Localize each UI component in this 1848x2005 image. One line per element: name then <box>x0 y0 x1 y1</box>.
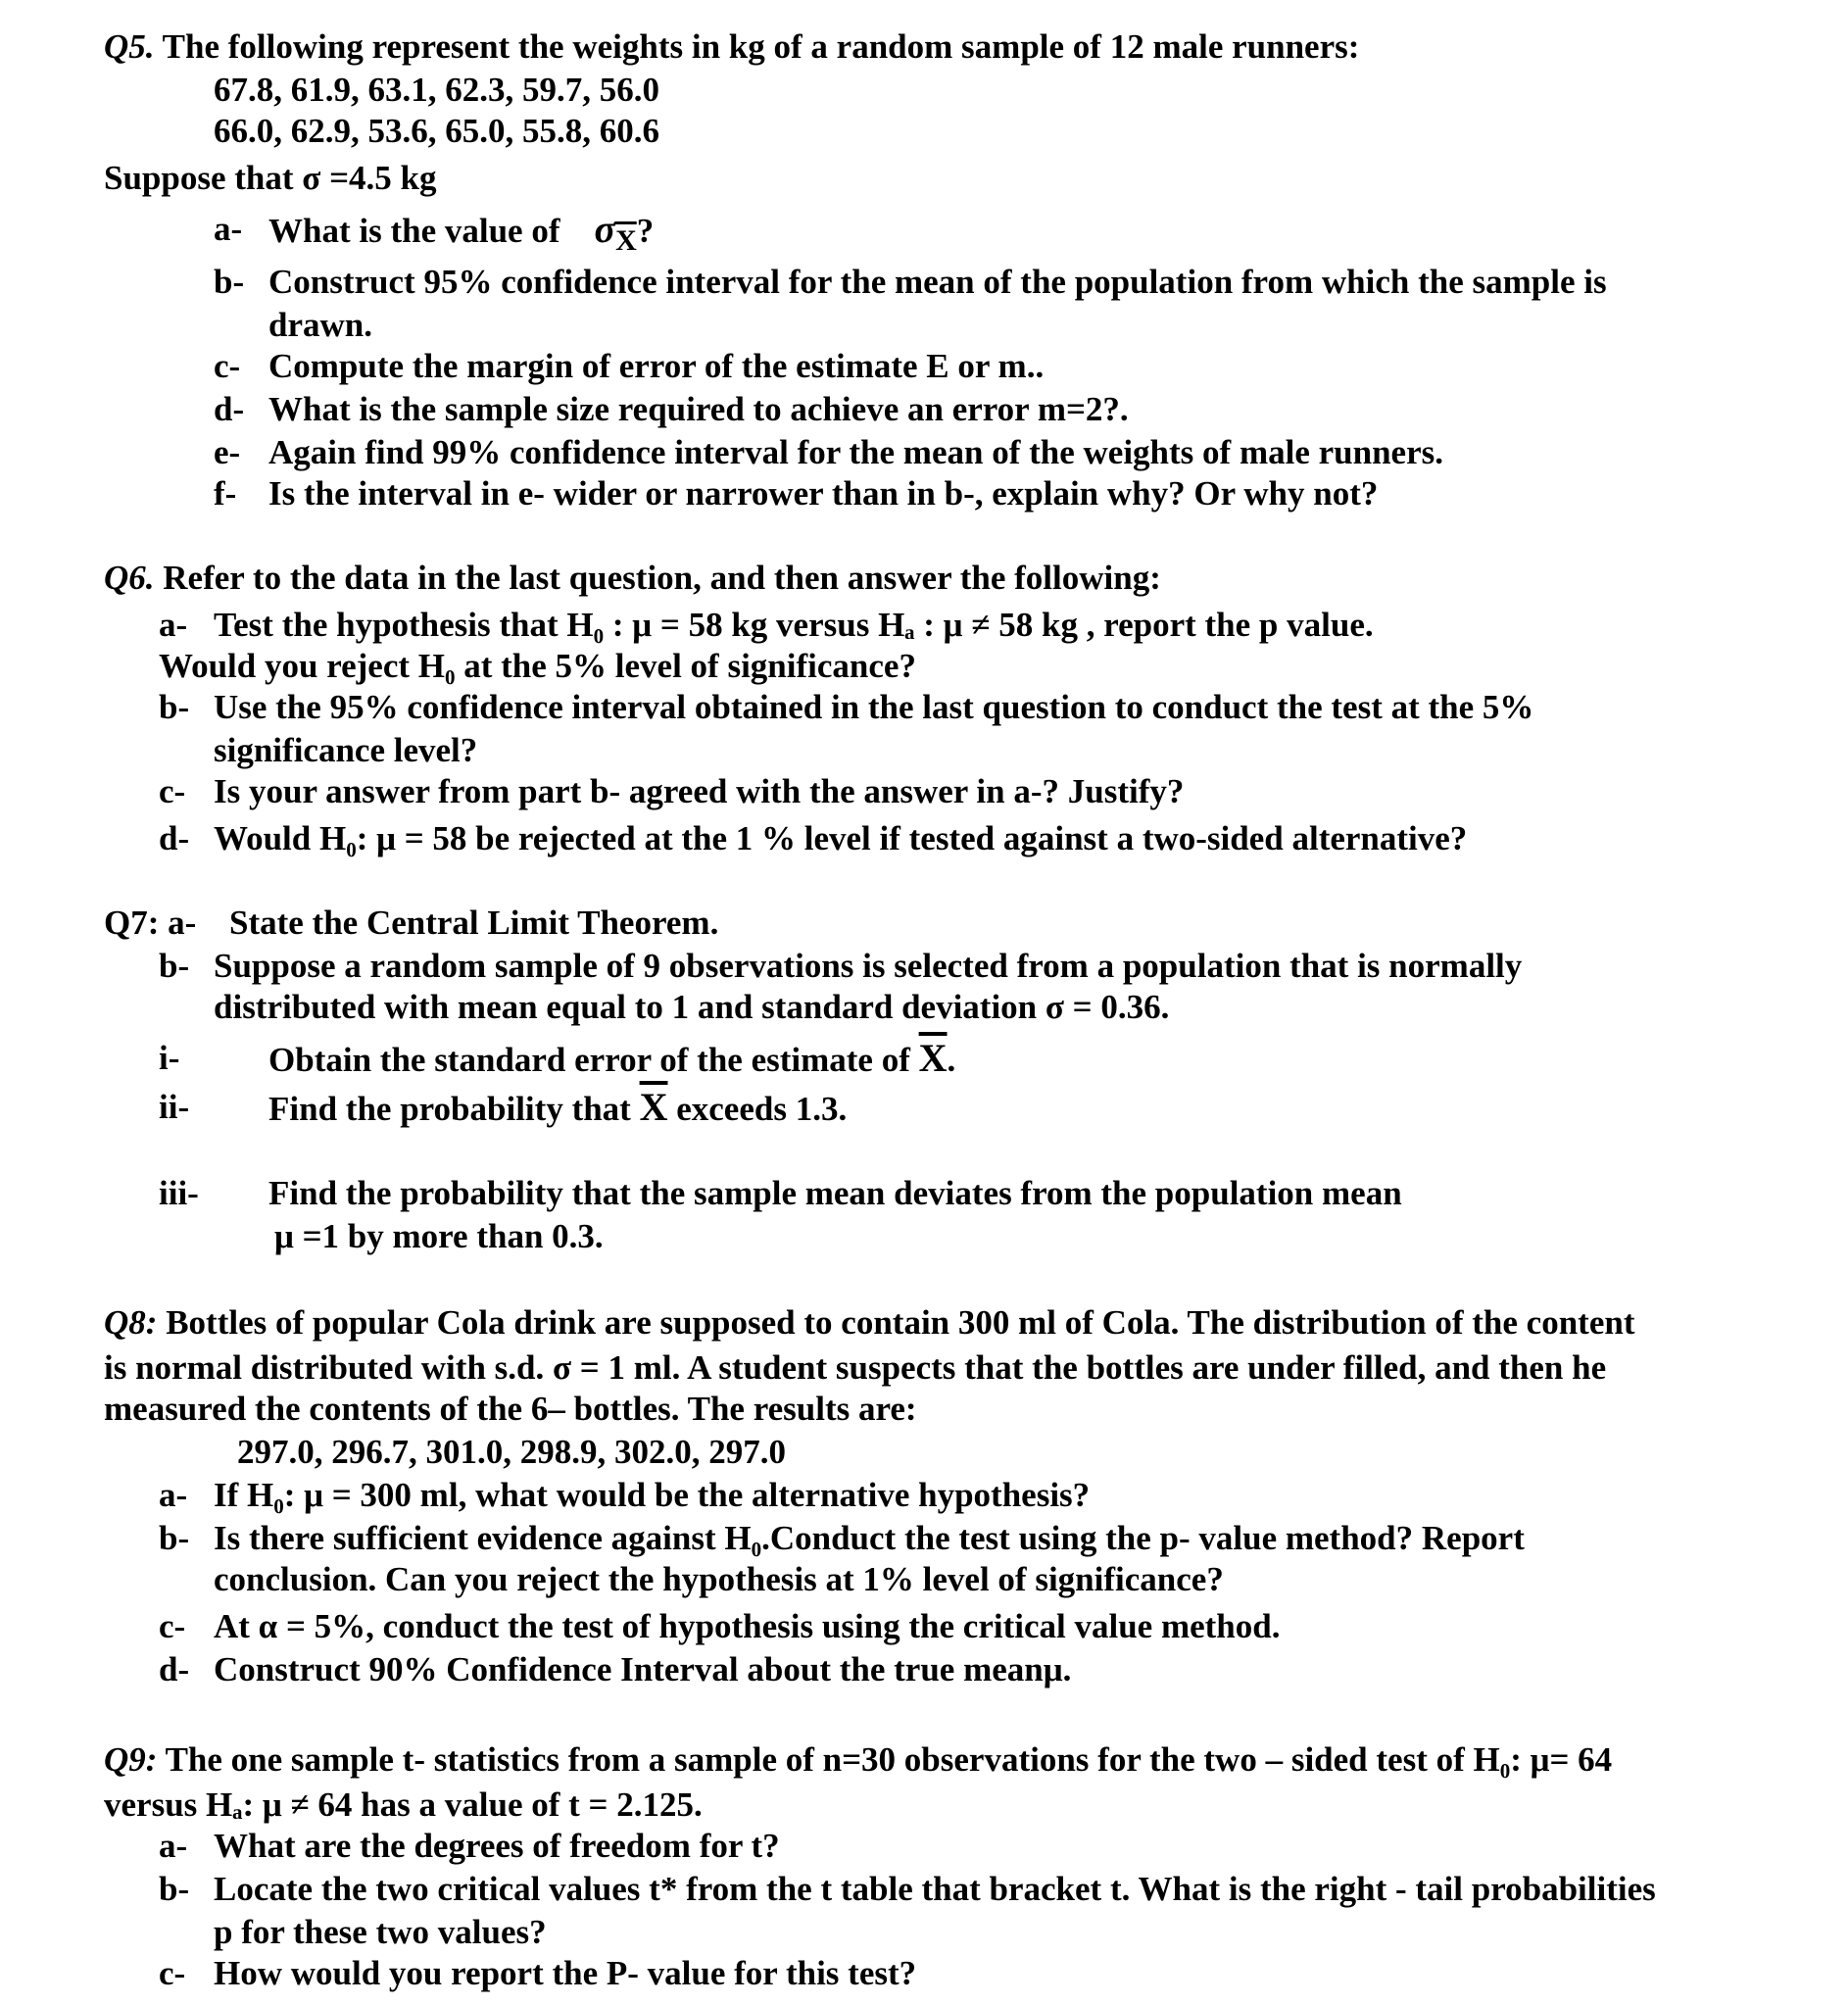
q8-intro-line-1 <box>104 1301 1635 1345</box>
q7-iii-label: iii- <box>159 1174 199 1212</box>
q9-a-label: a- <box>159 1827 188 1865</box>
q9-intro-1: The one sample t- statistics from a sample of n=30 observations for the two – sided test of H₀: μ= 64 <box>165 1740 1613 1779</box>
xbar-symbol: $\overline{X}$ <box>639 1085 668 1129</box>
q6-b-text: Use the 95% confidence interval obtained in the last question to conduct the test at the 5% <box>214 688 1534 726</box>
q5-d-text: What is the sample size required to achieve an error m=2?. <box>268 390 1129 428</box>
q9-intro-2: versus Hₐ: μ ≠ 64 has a value of t = 2.125. <box>104 1785 703 1824</box>
q7-i-line <box>268 1037 955 1082</box>
q5-sigma-line: Suppose that σ =4.5 kg <box>104 159 437 197</box>
q5-a-tail: ? <box>636 212 655 250</box>
q8-c-label: c- <box>159 1607 186 1645</box>
q7-iii-text: Find the probability that the sample mean deviates from the population mean <box>268 1174 1402 1212</box>
q5-d-label: d- <box>214 390 245 428</box>
q5-e-text: Again find 99% confidence interval for the mean of the weights of male runners. <box>268 433 1443 471</box>
q7-ii-label: ii- <box>159 1088 190 1126</box>
q5-f-label: f- <box>214 474 237 513</box>
q8-intro-1: Bottles of popular Cola drink are supposed to contain 300 ml of Cola. The distribution of the content <box>166 1303 1635 1342</box>
q7-ii-text: Find the probability that <box>268 1090 631 1128</box>
q8-b-text-2: conclusion. Can you reject the hypothesis at 1% level of significance? <box>214 1560 1224 1598</box>
q9-b-label: b- <box>159 1870 190 1908</box>
q8-d-text: Construct 90% Confidence Interval about the true meanμ. <box>214 1650 1072 1688</box>
q7-iii-text-2: μ =1 by more than 0.3. <box>274 1217 604 1255</box>
q5-data-line-2: 66.0, 62.9, 53.6, 65.0, 55.8, 60.6 <box>214 112 659 150</box>
q7-b-label: b- <box>159 947 190 985</box>
q6-b-text-2: significance level? <box>214 731 478 769</box>
q9-a-text: What are the degrees of freedom for t? <box>214 1827 780 1865</box>
q7-a-text: State the Central Limit Theorem. <box>229 904 719 942</box>
q5-a-text: What is the value of <box>268 212 560 250</box>
q5-data-line-1: 67.8, 61.9, 63.1, 62.3, 59.7, 56.0 <box>214 71 659 109</box>
q8-b-text: Is there sufficient evidence against H₀.Conduct the test using the p- value method? Report <box>214 1519 1525 1557</box>
q5-e-label: e- <box>214 433 241 471</box>
q9-c-text: How would you report the P- value for this test? <box>214 1954 917 1992</box>
q6-d-label: d- <box>159 819 190 857</box>
q6-a-text-2: Would you reject H₀ at the 5% level of significance? <box>159 647 916 685</box>
q8-intro-2: is normal distributed with s.d. σ = 1 ml. A student suspects that the bottles are under filled, and then he <box>104 1348 1607 1387</box>
sigma-symbol: σ <box>594 207 616 251</box>
q5-b-label: b- <box>214 263 245 301</box>
q6-intro-line <box>104 557 1161 600</box>
q8-a-label: a- <box>159 1476 188 1514</box>
q6-intro: Refer to the data in the last question, and then answer the following: <box>163 559 1161 597</box>
q6-a-text: Test the hypothesis that H₀ : μ = 58 kg versus Hₐ : μ ≠ 58 kg , report the p value. <box>214 606 1374 644</box>
q5-intro-line <box>104 25 1359 69</box>
q8-label: Q8: <box>104 1303 158 1342</box>
q7-ii-tail: exceeds 1.3. <box>676 1090 848 1128</box>
q6-label: Q6. <box>104 559 155 597</box>
q9-b-text: Locate the two critical values t* from the t table that bracket t. What is the right - tail probabilities <box>214 1870 1656 1908</box>
q5-f-text: Is the interval in e- wider or narrower than in b-, explain why? Or why not? <box>268 474 1379 513</box>
q8-a-text: If H₀: μ = 300 ml, what would be the alternative hypothesis? <box>214 1476 1091 1514</box>
q7-i-tail: . <box>947 1041 956 1079</box>
q9-label: Q9: <box>104 1740 158 1779</box>
q6-c-text: Is your answer from part b- agreed with the answer in a-? Justify? <box>214 772 1185 810</box>
q6-b-label: b- <box>159 688 190 726</box>
q7-b-text: Suppose a random sample of 9 observations is selected from a population that is normally <box>214 947 1523 985</box>
q9-b-text-2: p for these two values? <box>214 1913 547 1951</box>
q8-intro-3: measured the contents of the 6– bottles. The results are: <box>104 1390 917 1428</box>
q5-b-text-2: drawn. <box>268 306 372 344</box>
q5-b-text: Construct 95% confidence interval for the mean of the population from which the sample is <box>268 263 1607 301</box>
q5-c-label: c- <box>214 347 241 385</box>
q5-a-line <box>268 208 654 263</box>
xbar-symbol: X <box>615 224 637 257</box>
q5-c-text: Compute the margin of error of the estimate E or m.. <box>268 347 1045 385</box>
q6-c-label: c- <box>159 772 186 810</box>
q7-ii-line <box>268 1086 847 1131</box>
q9-c-label: c- <box>159 1954 186 1992</box>
q8-d-label: d- <box>159 1650 190 1688</box>
xbar-symbol: $\overline{X}$ <box>918 1036 948 1080</box>
q6-d-text: Would H₀: μ = 58 be rejected at the 1 % level if tested against a two-sided alternative? <box>214 819 1468 857</box>
q5-label: Q5. <box>104 27 155 66</box>
q9-intro-line-1 <box>104 1738 1612 1782</box>
q6-a-label: a- <box>159 606 188 644</box>
q8-b-label: b- <box>159 1519 190 1557</box>
q5-a-label: a- <box>214 210 243 248</box>
q7-label: Q7: a- <box>104 904 197 942</box>
q8-c-text: At α = 5%, conduct the test of hypothesis using the critical value method. <box>214 1607 1281 1645</box>
q7-b-text-2: distributed with mean equal to 1 and standard deviation σ = 0.36. <box>214 988 1170 1026</box>
q7-i-label: i- <box>159 1039 180 1077</box>
q7-i-text: Obtain the standard error of the estimate of <box>268 1041 910 1079</box>
q5-intro: The following represent the weights in kg of a random sample of 12 male runners: <box>162 27 1360 66</box>
q8-data: 297.0, 296.7, 301.0, 298.9, 302.0, 297.0 <box>237 1433 786 1471</box>
